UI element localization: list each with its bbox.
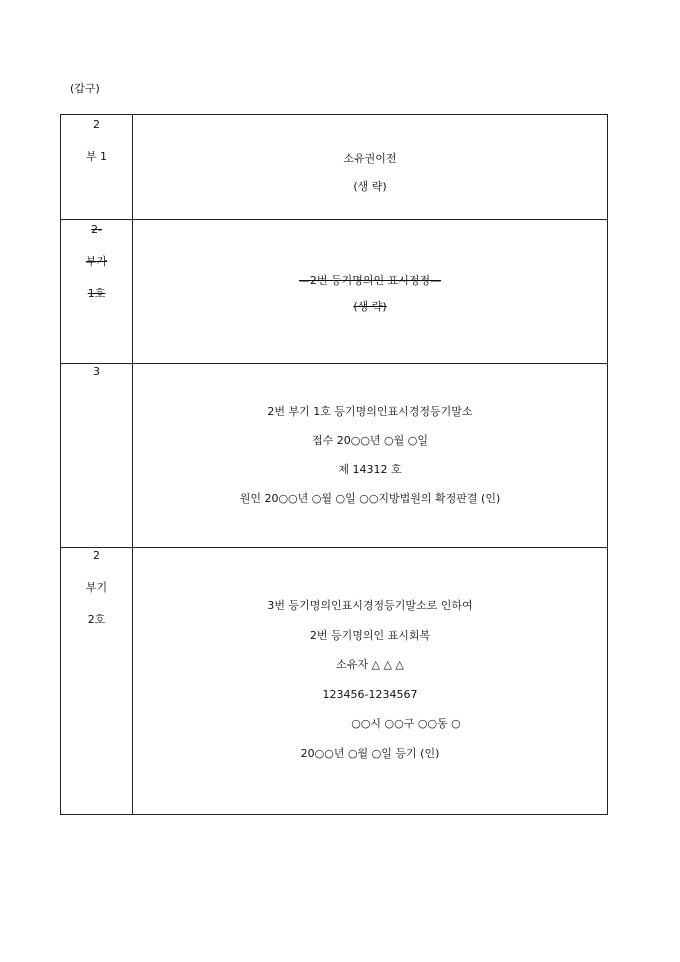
- owner-id-line: 123456-1234567: [322, 687, 418, 701]
- entry-line: 2번 등기명의인 표시회복: [309, 628, 431, 642]
- entry-line: 접수 20○○년 ○월 ○일: [311, 434, 428, 447]
- entry-content-cell: [133, 220, 608, 364]
- rank-number-line: 1호: [87, 287, 106, 300]
- entry-content-cell: [133, 548, 608, 815]
- rank-number-line: 부가: [85, 255, 108, 268]
- rank-number-line: 2-: [91, 223, 102, 236]
- entry-line: 20○○년 ○월 ○일 등기 (인): [300, 746, 440, 760]
- rank-number-line: 2: [93, 549, 100, 562]
- entry-line: 2번 부기 1호 등기명의인표시경정등기말소: [267, 405, 473, 418]
- rank-number-cell: [61, 364, 133, 548]
- table-row: [61, 115, 608, 220]
- entry-content-cell: [133, 364, 608, 548]
- rank-number-line: 부기: [85, 581, 108, 594]
- entry-content-cell: [133, 115, 608, 220]
- rank-number-cell: [61, 220, 133, 364]
- entry-line: —2번 등기명의인 표시정정—: [298, 274, 442, 287]
- entry-line: (생 략): [353, 300, 387, 313]
- entry-line: 소유권이전: [343, 152, 397, 165]
- rank-number-cell: [61, 115, 133, 220]
- rank-number-line: 2호: [87, 613, 106, 626]
- rank-number-line: 2: [93, 118, 100, 131]
- rank-number-line: 3: [93, 365, 100, 378]
- rank-number-cell: [61, 548, 133, 815]
- entry-line: 제 14312 호: [338, 463, 402, 476]
- entry-line: 3번 등기명의인표시경정등기말소로 인하여: [267, 599, 473, 612]
- entry-line: 원인 20○○년 ○월 ○일 ○○지방법원의 확정판결 (인): [239, 492, 501, 505]
- table-row: [61, 220, 608, 364]
- table-row: [61, 364, 608, 548]
- owner-address-line: ○○시 ○○구 ○○동 ○: [351, 717, 461, 730]
- owner-line: 소유자 △ △ △: [336, 658, 404, 671]
- section-label: (갑구): [70, 82, 100, 95]
- register-table: [60, 114, 608, 815]
- entry-line: (생 략): [353, 180, 387, 193]
- table-row: [61, 548, 608, 815]
- rank-number-line: 부 1: [85, 150, 108, 163]
